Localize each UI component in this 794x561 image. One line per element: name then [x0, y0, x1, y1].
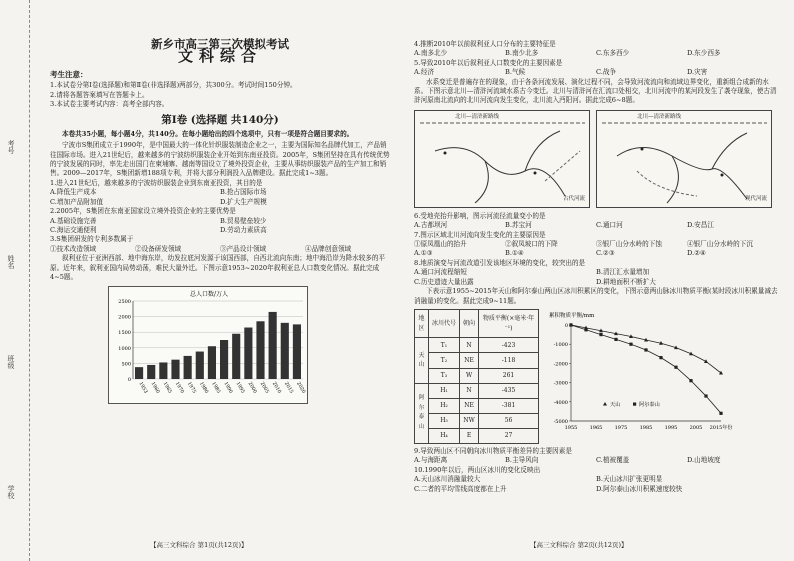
option-4: ④银厂山分水岭的下沉 — [687, 240, 753, 249]
x-tick-label: 2020 — [295, 381, 306, 395]
option-b: B.主导风向 — [505, 456, 539, 465]
bar — [208, 347, 216, 380]
option-a: A.基础设施完善 — [50, 216, 97, 225]
table-header: 朝向 — [460, 309, 479, 337]
question-stem: 3.S集团研发的专利多数属于 — [50, 235, 134, 244]
table-cell: T₁ — [429, 338, 460, 353]
x-tick-label: 1995 — [664, 424, 678, 431]
option-a: A.南多北少 — [414, 49, 448, 58]
legend-marker-altai — [633, 402, 636, 405]
option-b: B.气候 — [505, 68, 526, 77]
chart-title: 总人口数/万人 — [189, 291, 229, 299]
note-item: 2.请将各题答案填写在答题卡上。 — [50, 90, 149, 99]
table-row — [415, 353, 539, 368]
question-2 — [50, 207, 390, 235]
legend-label: 阿尔泰山 — [639, 401, 660, 408]
option-b: B.天山冰川扩张更明显 — [596, 475, 663, 484]
river-map-modern-svg — [597, 111, 773, 209]
question-stem: 9.导致两山区不同朝向冰川物质平衡差异的主要因素是 — [414, 446, 572, 455]
question-stem: 4.推断2010年以前叙利亚人口分布的主要特征是 — [414, 40, 556, 48]
table-row — [415, 368, 539, 383]
option-a: A.通口河流程缩短 — [414, 268, 468, 277]
bar — [269, 312, 277, 379]
table-cell: 261 — [479, 368, 539, 383]
y-tick-label: 0 — [127, 377, 131, 384]
notes-heading: 考生注意： — [50, 69, 88, 79]
mass-balance-chart-svg — [545, 309, 735, 444]
table-cell: W — [460, 368, 479, 383]
map-label: 北川—清浒新路线 — [455, 113, 500, 120]
footer-page1: 【高三文科综合 第1页(共12页)】 — [150, 541, 248, 549]
y-tick-label: -2000 — [553, 361, 569, 368]
question-stem: 5.导致2010年以后叙利亚人口数变化的主要因素是 — [414, 58, 563, 67]
x-tick-label: 1960 — [149, 381, 160, 395]
x-tick-label: 1985 — [210, 381, 221, 395]
binding-strip — [0, 0, 30, 561]
binding-label-id: 考号 — [7, 140, 15, 154]
x-tick-label: 1953 — [137, 381, 148, 395]
table-cell: 阿尔泰山 — [415, 383, 429, 443]
y-tick-label: 0 — [564, 322, 569, 329]
point-tianshan — [719, 371, 723, 375]
option-c: C.增加产品附加值 — [50, 197, 104, 206]
table-header: 物质平衡(×毫米·年⁻¹) — [479, 309, 539, 337]
river-maps — [414, 110, 778, 208]
point-altai — [614, 338, 617, 341]
bar — [256, 322, 264, 380]
x-tick-label: 1985 — [639, 424, 653, 431]
point-altai — [719, 412, 722, 415]
point-altai — [584, 328, 587, 331]
table-row — [415, 428, 539, 443]
option-c: C.东多西少 — [596, 49, 630, 58]
table-cell: -118 — [479, 353, 539, 368]
question-3 — [50, 235, 390, 254]
choice-c: C.②③ — [596, 249, 615, 258]
legend-marker-tianshan — [603, 402, 607, 406]
y-tick-label: 1000 — [118, 346, 131, 353]
option-d: D.山地坡度 — [687, 456, 721, 465]
y-tick-label: 500 — [121, 361, 131, 368]
table-cell: H₂ — [429, 398, 460, 413]
x-tick-label: 1965 — [589, 424, 603, 431]
option-a: A.经济 — [414, 68, 435, 77]
bar — [196, 352, 204, 379]
option-a: A.天山冰川消融量较大 — [414, 475, 481, 484]
option-3: ③银厂山分水岭的下蚀 — [596, 240, 662, 249]
binding-label-school: 学校 — [7, 485, 15, 499]
point-altai — [644, 348, 647, 351]
option-d: D.耕地面积不断扩大 — [596, 277, 656, 286]
option-2: ②设备研发领域 — [135, 244, 182, 253]
question-stem: 1.进入21世纪后，越来越多的宁波纺织服装企业到东南亚投资，其目的是 — [50, 178, 263, 187]
option-b: B.苏宝河 — [505, 221, 532, 230]
bar — [171, 360, 179, 379]
x-tick-label: 2000 — [246, 381, 258, 395]
option-c: C.战争 — [596, 68, 617, 77]
map-label: 北川—清浒新路线 — [637, 113, 682, 120]
point-altai — [659, 356, 662, 359]
table-row — [415, 398, 539, 413]
x-tick-label: 2005 — [258, 381, 270, 395]
table-cell: T₂ — [429, 353, 460, 368]
table-row — [415, 383, 539, 398]
x-tick-label: 1955 — [564, 424, 578, 431]
option-b: B.抢占国际市场 — [220, 188, 267, 197]
y-tick-label: -4000 — [553, 399, 569, 406]
table-cell: N — [460, 383, 479, 398]
table-header: 冰川代号 — [429, 309, 460, 337]
y-tick-label: -3000 — [553, 380, 569, 387]
bar — [184, 356, 192, 379]
table-cell: 天山 — [415, 338, 429, 383]
option-b: B.南少北多 — [505, 49, 539, 58]
table-cell: -435 — [479, 383, 539, 398]
option-a: A.降低生产成本 — [50, 188, 97, 197]
table-row — [415, 413, 539, 428]
legend-label: 天山 — [610, 401, 621, 408]
option-1: ①原凤凰山的抬升 — [414, 240, 467, 249]
x-tick-label: 1965 — [161, 381, 173, 395]
question-7 — [414, 231, 778, 259]
table-cell: N — [460, 338, 479, 353]
choice-a: A.①③ — [414, 249, 433, 258]
bar — [147, 365, 155, 379]
option-d: D.东少西多 — [687, 49, 721, 58]
option-d: D.扩大生产规模 — [220, 197, 267, 206]
option-c: C.海运交通便利 — [50, 225, 97, 234]
question-8 — [414, 259, 778, 287]
table-cell: H₃ — [429, 413, 460, 428]
table-cell: -423 — [479, 338, 539, 353]
glacier-data-area — [414, 309, 778, 444]
bar — [159, 363, 167, 380]
question-1 — [50, 179, 390, 207]
glacier-table — [414, 309, 539, 444]
bar — [244, 328, 252, 379]
x-tick-label: 1995 — [234, 381, 245, 395]
question-stem: 10.1990年以后，两山区冰川的变化反映出 — [414, 465, 541, 474]
table-cell: NW — [460, 413, 479, 428]
option-d: D.阿尔泰山冰川积累速度较快 — [596, 484, 683, 493]
binding-label-name: 姓名 — [7, 255, 15, 269]
table-cell: NE — [460, 398, 479, 413]
right-column — [414, 40, 778, 494]
question-4 — [414, 40, 778, 59]
x-tick-label: 1975 — [185, 381, 197, 395]
table-cell: E — [460, 428, 479, 443]
point-altai — [629, 343, 632, 346]
question-9 — [414, 447, 778, 466]
point-altai — [689, 379, 692, 382]
table-cell: 56 — [479, 413, 539, 428]
left-column — [50, 30, 390, 404]
chart-title: 累积物质平衡/mm — [549, 312, 595, 319]
x-tick-label: 1980 — [198, 381, 209, 395]
river-map-ancient-svg — [415, 111, 591, 209]
mass-balance-chart — [545, 309, 735, 444]
footer-page2: 【高三文科综合 第2页(共12页)】 — [530, 541, 628, 549]
x-tick-label: 1970 — [173, 381, 185, 395]
note-item: 1.本试卷分第Ⅰ卷(选择题)和第Ⅱ卷(非选择题)两部分，共300分。考试时间150分钟。 — [50, 81, 297, 90]
option-a: A.与海距离 — [414, 456, 448, 465]
option-d: D.灾害 — [687, 68, 708, 77]
question-10 — [414, 466, 778, 494]
note-item: 3.本试卷主要考试内容：高考全部内容。 — [50, 100, 169, 109]
option-2: ②叙凤坡口的下降 — [505, 240, 558, 249]
map-caption: 古代河流 — [562, 196, 585, 203]
x-tick-label: 2010 — [270, 381, 282, 395]
table-row — [415, 338, 539, 353]
population-chart — [108, 286, 308, 404]
y-tick-label: 2000 — [118, 314, 131, 321]
question-6 — [414, 212, 778, 231]
table-cell: H₄ — [429, 428, 460, 443]
bar — [135, 367, 143, 379]
y-tick-label: 1500 — [118, 330, 131, 337]
x-tick-label: 1975 — [614, 424, 628, 431]
bar — [232, 334, 240, 379]
passage-2: 叙利亚位于亚洲西部、地中海东岸，幼发拉底河发源于该国西部，自西北流向东南；地中海沿岸为降水较多的平原。近年来，叙利亚国内局势动荡，难民大量外迁。下图示意1953~2020年叙利亚总人口数变化情况。据此完成4~5题。 — [50, 254, 386, 281]
exam-subject: 文科综合 — [177, 47, 262, 66]
point-altai — [674, 366, 677, 369]
y-tick-label: -1000 — [553, 342, 569, 349]
binding-label-class: 班级 — [7, 355, 15, 369]
table-header: 地区 — [415, 309, 429, 337]
map-modern — [596, 110, 772, 208]
option-c: C.历史遗迹大量出露 — [414, 277, 474, 286]
passage-4: 下表示意1955~2015年天山和阿尔泰山两山区冰川积累区的变化，下图示意两山脉冰川物质平衡(某时段冰川积累量减去消融量)的变化。据此完成9~11题。 — [414, 287, 778, 305]
option-b: B.清江汇水量增加 — [596, 268, 650, 277]
question-5 — [414, 59, 778, 78]
exam-title: 新乡市高三第三次模拟考试 — [151, 37, 289, 51]
option-d: D.安昌江 — [687, 221, 714, 230]
option-4: ④品牌创意领域 — [305, 244, 352, 253]
x-tick-label: 2015 — [283, 381, 294, 395]
passage-3: 水系变迁是普遍存在的现象，由于各条河流发展、演化过程不同，会导致河流流向和流域边界变化，重新组合成新的水系。下图示意北川—清浒河流域水系古今变迁。北川与清浒河在汇流口处相交，北川河流中的某河段发生了袭夺现象，使古清浒河原南北流向的北川河流向发生变化，北川流入沔阳河。据此完成6~8题。 — [414, 77, 777, 105]
option-c: C.植被覆盖 — [596, 456, 630, 465]
point-altai — [704, 394, 707, 397]
choice-b: B.①④ — [505, 249, 524, 258]
bar — [293, 325, 301, 380]
question-stem: 8.地质演变与河流改道引发该地区环境的变化，较突出的是 — [414, 258, 586, 267]
y-tick-label: -5000 — [553, 418, 569, 425]
option-1: ①技术改造领域 — [50, 244, 97, 253]
option-b: B.贸易壁垒较少 — [220, 216, 267, 225]
option-c: C.通口河 — [596, 221, 623, 230]
passage-1: 宁波市S集团成立于1990年，是中国最大的一体化针织服装制造企业之一，主要为国际知名品牌代加工，产品销往国际市场。进入21世纪后，越来越多的宁波纺织服装企业开始到东南亚投资。2005年，S集团坚持在具有传统优势的宁波发展的同时，率先走出国门在柬埔寨、越南等国设立了境外投资企业，主要从事纺织服装产品的生产加工和销售。2009—2017年，S集团新增188项专利，并将大部分利润投入品牌建设。据此完成1~3题。 — [50, 141, 390, 178]
table-cell: NE — [460, 353, 479, 368]
table-cell: H₁ — [429, 383, 460, 398]
x-tick-label: 1990 — [222, 381, 233, 395]
question-stem: 2.2005年，S集团在东南亚国家设立境外投资企业的主要优势是 — [50, 207, 236, 216]
option-3: ③产品设计领域 — [220, 244, 267, 253]
option-a: A.古都坝河 — [414, 221, 448, 230]
table-cell: 27 — [479, 428, 539, 443]
question-stem: 7.图示区域北川河流向发生变化的主要原因是 — [414, 230, 546, 239]
option-c: C.二者的平均雪线高度都在上升 — [414, 484, 507, 493]
map-ancient — [414, 110, 590, 208]
x-tick-label: 2015年份 — [709, 424, 733, 431]
point-altai — [569, 323, 572, 326]
table-cell: -381 — [479, 398, 539, 413]
bar — [220, 340, 228, 379]
table-cell: T₃ — [429, 368, 460, 383]
bar — [281, 323, 289, 379]
point-altai — [599, 333, 602, 336]
section-title: 第Ⅰ卷 (选择题 共140分) — [161, 114, 279, 127]
section-desc: 本卷共35小题，每小题4分，共140分。在每小题给出的四个选项中，只有一项是符合题目要求的。 — [62, 129, 354, 138]
choice-d: D.②④ — [687, 249, 706, 258]
map-caption: 现代河流 — [744, 196, 767, 203]
x-tick-label: 2005 — [689, 424, 703, 431]
y-tick-label: 2500 — [118, 299, 131, 306]
population-chart-svg — [109, 287, 309, 405]
question-stem: 6.受地壳抬升影响，图示河流径流量变小的是 — [414, 211, 546, 220]
option-d: D.劳动力素质高 — [220, 225, 267, 234]
